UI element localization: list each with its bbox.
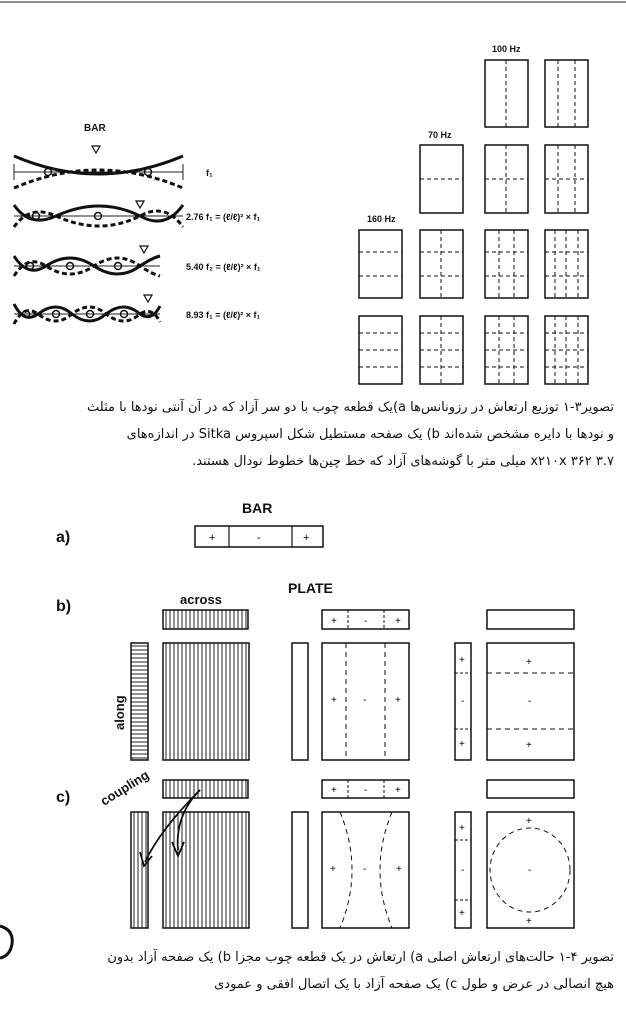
sign-minus: - [461,865,465,876]
sign-plus: + [331,785,337,796]
bar-mode-3 [14,246,261,276]
sign-plus: + [209,532,216,544]
plate-c-grain [163,812,249,928]
across-strip [163,610,248,629]
coupling-label: coupling [97,767,152,809]
figure3-plate-modes [359,44,588,384]
mode-formula-4: 8.93 f₁ = (ℓ/ℓ)² × f₁ [186,310,261,320]
sign-minus: - [461,696,465,707]
coupling-strip-top [163,780,248,798]
sign-plus: + [526,740,532,751]
plate-b-grain [163,643,249,760]
antinode-triangle-icon [92,146,100,153]
fig4-bar-title: BAR [242,500,273,516]
sign-minus: - [364,616,368,627]
sign-plus: + [459,908,465,919]
antinode-triangle-icon [136,201,144,208]
mode-formula-3: 5.40 f₂ = (ℓ/ℓ)² × f₁ [186,262,261,272]
sign-plus: + [395,695,401,706]
along-label: along [112,695,127,730]
plate-title: PLATE [288,580,333,596]
along-strip [131,643,148,760]
sign-minus: - [257,532,261,544]
bar-mode-1 [14,146,213,188]
bar-title: BAR [84,123,106,134]
plate-b-strip-side [292,643,308,760]
sign-plus: + [526,657,532,668]
sign-plus: + [459,739,465,750]
sign-plus: + [303,532,310,544]
caption-figure3 [18,394,614,475]
coupling-strip-side [131,812,148,928]
plate-mode-cell [485,230,528,298]
sign-plus: + [330,864,336,875]
antinode-triangle-icon [144,295,152,302]
caption4-line1: تصویر ۴-۱ حالت‌های ارتعاش اصلی a) ارتعاش در یک قطعه چوب مجزا b) یک صفحه آزاد بدون [107,950,614,965]
sign-minus: - [528,865,532,876]
plate-c-strip-top-2 [487,780,574,798]
caption3-line1: تصویر۳-۱ توزیع ارتعاش در رزونانس‌ها a)یک قطعه چوب با دو سر آزاد که در آن آنتی نودها با مثلث [87,400,614,415]
bar-mode-4 [14,295,261,324]
sign-plus: + [331,616,337,627]
plate-mode-cell [545,60,588,127]
antinode-triangle-icon [140,246,148,253]
scan-mark-icon [0,926,12,958]
freq-label-100hz: 100 Hz [492,44,521,54]
caption3-line2: و نودها با دایره مشخص شده‌اند b) یک صفحه مستطیل شکل اسپروس Sitka در اندازه‌های [126,427,614,442]
across-label: across [180,592,222,607]
sign-minus: - [363,864,367,875]
figure4 [56,500,574,928]
sign-plus: + [526,916,532,927]
label-c: c) [56,789,71,806]
caption3-line3: ۳.۷ x۲۱۰x ۳۶۲ میلی متر با گوشه‌های آزاد که خط چین‌ها خطوط نودال هستند. [192,454,614,469]
bar-mode-2 [14,201,261,227]
sign-plus: + [395,616,401,627]
plate-b-strip-top-2 [487,610,574,629]
sign-plus: + [395,785,401,796]
plate-c-strip-side [292,812,308,928]
sign-plus: + [459,823,465,834]
caption4-line2: هیچ انصالی در عرض و طول c) یک صفحه آزاد با یک اتصال افقی و عمودی [214,977,614,992]
sign-plus: + [331,695,337,706]
sign-minus: - [364,785,368,796]
sign-minus: - [528,696,532,707]
sign-plus: + [526,816,532,827]
figure3-bar-modes [14,123,261,324]
sign-minus: - [363,695,367,706]
label-a: a) [56,529,71,546]
plate-mode-cell [359,230,402,298]
mode-formula-2: 2.76 f₁ = (ℓ/ℓ)² × f₁ [186,212,261,222]
label-b: b) [56,598,72,615]
sign-plus: + [396,864,402,875]
freq-label-160hz: 160 Hz [367,214,396,224]
caption-figure4 [18,944,614,998]
freq-label-70hz: 70 Hz [428,130,452,140]
mode-formula-1: f₁ [206,168,213,178]
sign-plus: + [459,655,465,666]
